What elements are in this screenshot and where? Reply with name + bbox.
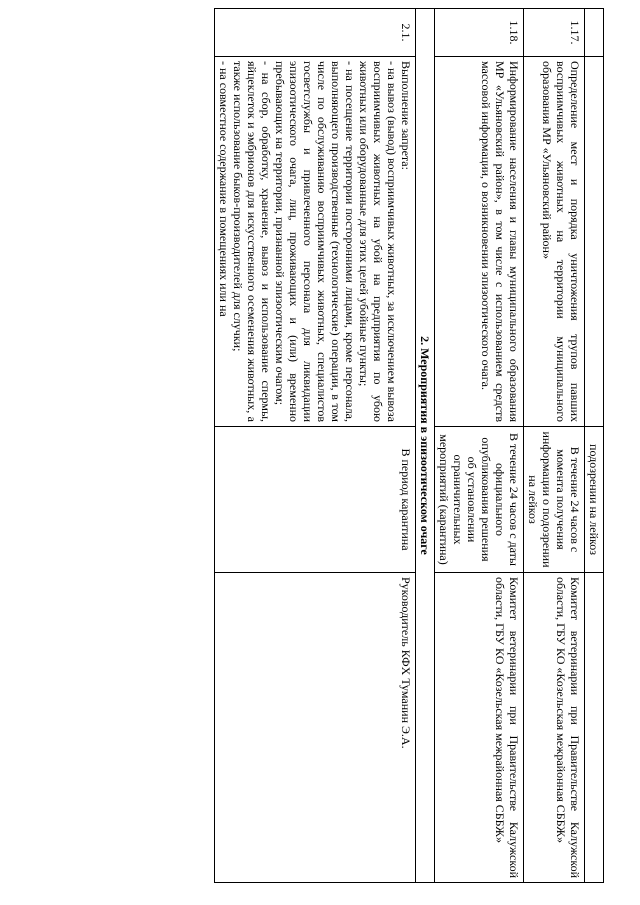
table-row [215,9,416,883]
table-row [585,9,604,883]
measure-intro: Выполнение запрета: [399,61,413,170]
deadline-cell: подозрении на лейкоз [585,427,604,573]
list-item: - на совместное содержание в помещениях или на [217,61,231,422]
responsible-cell [585,573,604,883]
measure-name-cell [585,57,604,427]
measure-name-cell: Определение мест и порядка уничтожения трупов павших восприимчивых животных на территории муниципального образования МР «Ульяновский район» [524,57,585,427]
list-item: - на сбор, обработку, хранение, вывоз и использование спермы, яйцеклеток и эмбрионов для искусственного осеменения животных, а также использование быков-производителей для случки; [231,61,273,422]
section-title: 2. Мероприятия в эпизоотическом очаге [416,9,435,883]
measure-name-cell: Информирование населения и главы муниципального образования МР «Ульяновский район», в том числе с использованием средств массовой информации, о возникновении эпизоотического очага. [435,57,524,427]
responsible-cell: Комитет ветеринарии при Правительстве Калужской области, ГБУ КО «Козельская межрайонная СББЖ» [524,573,585,883]
responsible-cell: Комитет ветеринарии при Правительстве Калужской области, ГБУ КО «Козельская межрайонная СББЖ» [435,573,524,883]
list-item: - на вывоз (вывод) восприимчивых животных, за исключением вывоза восприимчивых животных на убой на предприятия по убою животных или оборудованные для этих целей убойные пункты; [357,61,399,422]
table-row [435,9,524,883]
measure-name-cell [215,57,416,427]
section-header-row [416,9,435,883]
table-row [524,9,585,883]
measures-table [214,8,604,883]
responsible-cell: Руководитель КФХ Туманин Э.А. [215,573,416,883]
row-number-cell: 2.1. [215,9,416,57]
row-number-cell: 1.18. [435,9,524,57]
row-number-cell [585,9,604,57]
deadline-cell: В период карантина [215,427,416,573]
deadline-cell: В течение 24 часов с момента получения информации о подозрении на лейкоз [524,427,585,573]
list-item: - на посещение территории посторонними лицами, кроме персонала, выполняющего производственные (технологические) операции, в том числе по обслуживанию восприимчивых животных, специалистов госветслужбы и привлеченного персонала для ликвидации эпизоотического очага, лиц, проживающих и (или) временно пребывающих на территории, признанной эпизоотическим очагом; [273,61,357,422]
row-number-cell: 1.17. [524,9,585,57]
deadline-cell: В течение 24 часов с даты официального опубликования решения об установлении ограничительных мероприятий (карантина) [435,427,524,573]
prohibition-list [217,61,399,422]
